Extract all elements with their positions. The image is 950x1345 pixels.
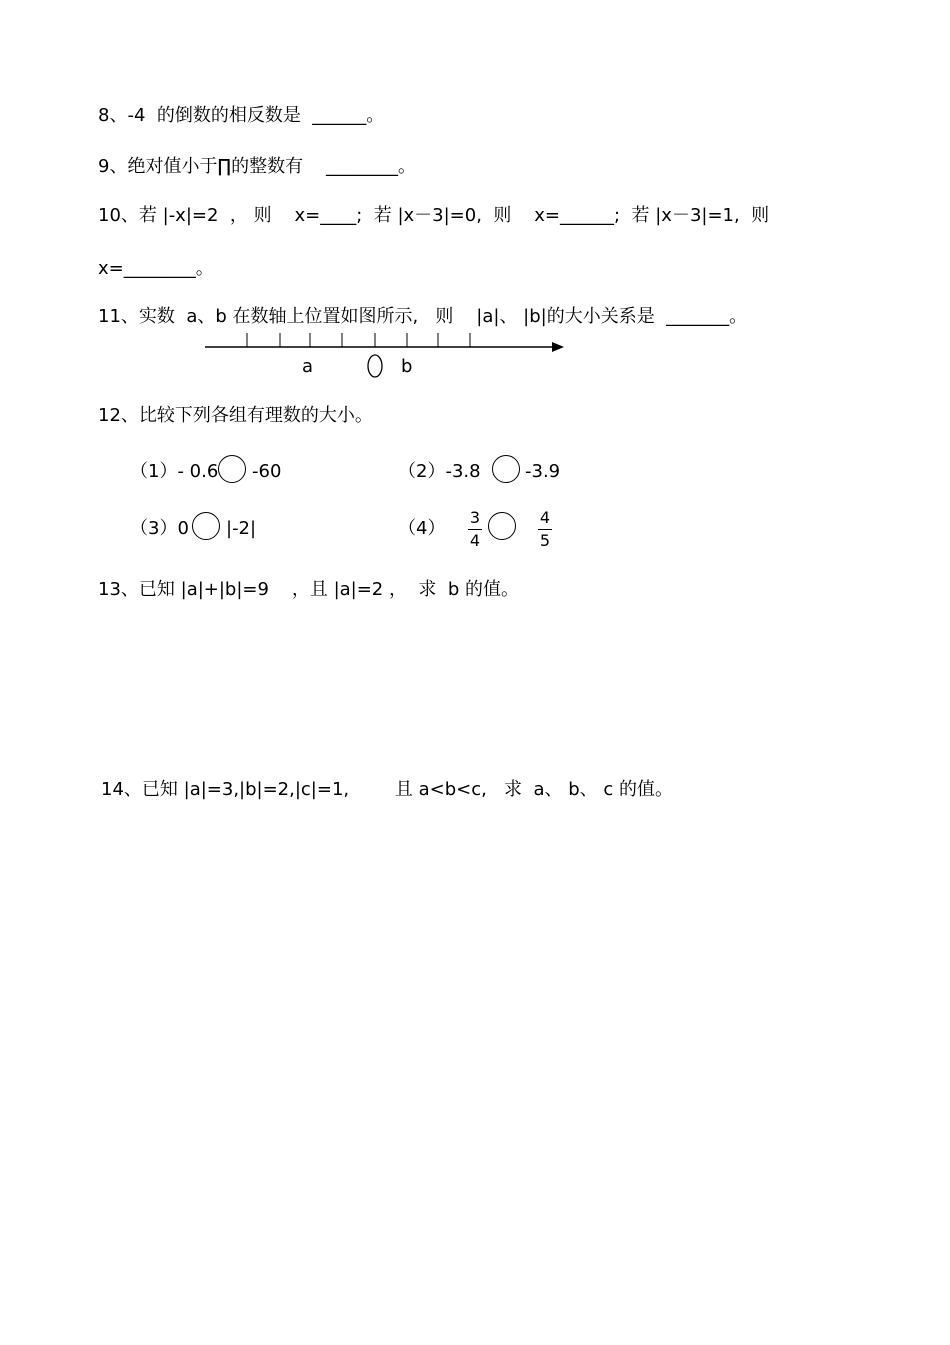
number-line-label-b: b <box>401 356 413 377</box>
fraction-numerator: 3 <box>469 508 481 527</box>
number-line-origin-mark <box>368 355 382 377</box>
fraction-denominator: 5 <box>539 531 551 550</box>
q12-part2-left: （2）-3.8 <box>398 461 481 482</box>
question-14: 14、已知 |a|=3,|b|=2,|c|=1, 且 a<b<c, 求 a、 b、 c 的值。 <box>101 779 673 800</box>
fraction-denominator: 4 <box>469 531 481 550</box>
fraction-numerator: 4 <box>539 508 551 527</box>
question-12: 12、比较下列各组有理数的大小。 <box>98 405 373 426</box>
fraction-three-quarters <box>468 509 482 550</box>
question-10-line-1: 10、若 |-x|=2 ， 则 x=____; 若 |x－3|=0, 则 x=______; 若 |x－3|=1, 则 <box>98 205 770 226</box>
question-13: 13、已知 |a|+|b|=9 ，且 |a|=2 ， 求 b 的值。 <box>98 579 520 600</box>
comparison-circle[interactable] <box>218 455 246 483</box>
comparison-circle[interactable] <box>492 455 520 483</box>
number-line-arrowhead <box>552 342 564 352</box>
question-9: 9、绝对值小于∏的整数有 ________。 <box>98 156 416 177</box>
question-11: 11、实数 a、b 在数轴上位置如图所示, 则 |a|、 |b|的大小关系是 _______。 <box>98 306 748 327</box>
q12-part3-left: （3）0 <box>130 518 189 539</box>
q12-part2-right: -3.9 <box>525 461 561 482</box>
comparison-circle[interactable] <box>488 512 516 540</box>
q12-part1-right: -60 <box>252 461 282 482</box>
q12-part1-left: （1）- 0.6 <box>130 461 219 482</box>
question-8: 8、-4 的倒数的相反数是 ______。 <box>98 105 385 126</box>
question-10-line-2: x=________。 <box>98 258 214 279</box>
q12-part4-left: （4） <box>398 518 446 539</box>
q12-part3-right: |-2| <box>226 518 257 539</box>
fraction-four-fifths <box>538 509 552 550</box>
comparison-circle[interactable] <box>192 512 220 540</box>
number-line-label-a: a <box>302 356 314 377</box>
